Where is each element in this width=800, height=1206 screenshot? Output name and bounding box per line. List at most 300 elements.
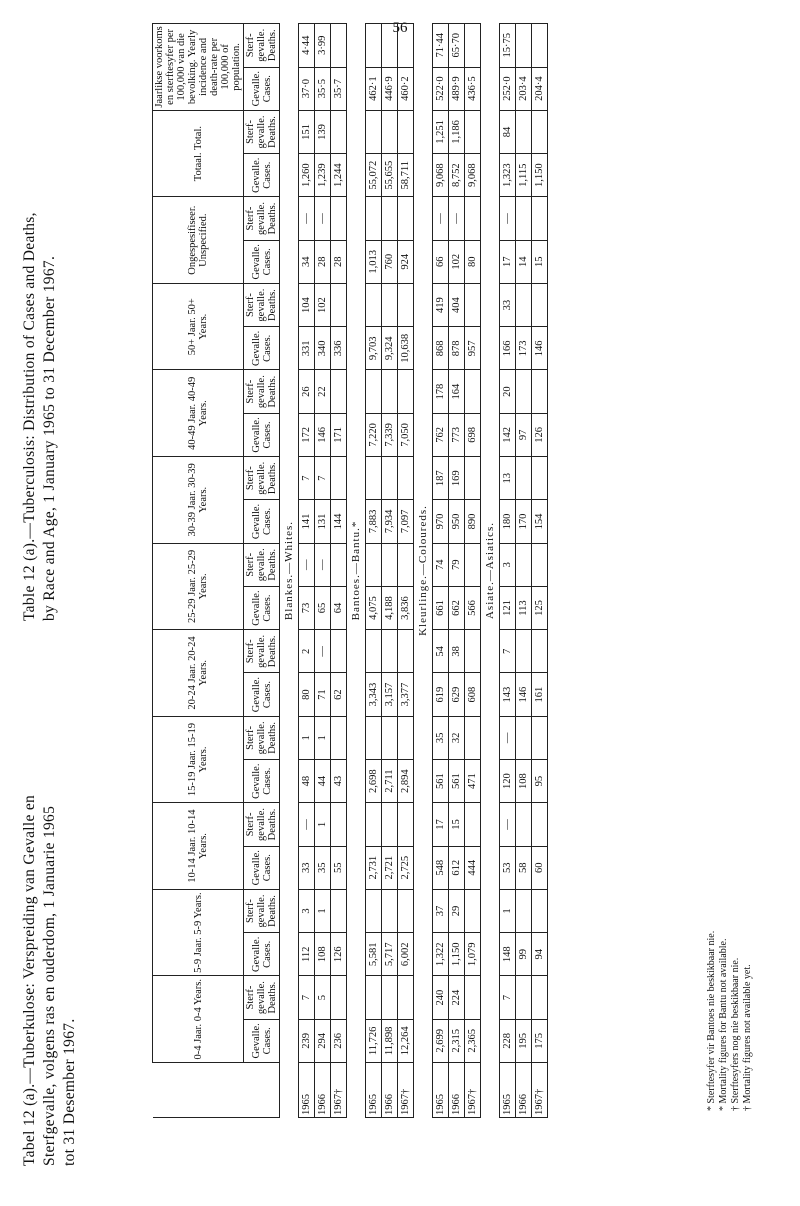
cases-cell: 760: [382, 240, 398, 283]
cases-cell: 65: [315, 586, 331, 629]
deaths-cell: [532, 370, 548, 413]
deaths-cell: [398, 197, 414, 240]
deaths-cell: 3: [500, 543, 516, 586]
cases-cell: 9,068: [465, 154, 481, 197]
deaths-cell: 404: [449, 283, 465, 326]
age-header: 50+ Jaar. 50+ Years.: [153, 283, 244, 370]
cases-cell: 471: [465, 760, 481, 803]
deaths-header: Sterf-gevalle. Deaths.: [244, 24, 280, 68]
deaths-cell: 22: [315, 370, 331, 413]
deaths-cell: [516, 457, 532, 500]
cases-cell: 161: [532, 673, 548, 716]
cases-cell: 698: [465, 413, 481, 456]
page-number: 56: [392, 20, 408, 36]
cases-cell: 66: [433, 240, 449, 283]
deaths-cell: 7: [500, 630, 516, 673]
cases-cell: 3,836: [398, 586, 414, 629]
deaths-cell: [382, 370, 398, 413]
deaths-cell: [382, 803, 398, 846]
cases-cell: 5,717: [382, 933, 398, 976]
deaths-cell: —: [299, 803, 315, 846]
deaths-cell: [516, 24, 532, 68]
cases-cell: 28: [331, 240, 347, 283]
cases-cell: 868: [433, 327, 449, 370]
cases-cell: 11,726: [366, 1019, 382, 1062]
deaths-cell: [331, 283, 347, 326]
section-title: Bantoes.—Bantu.*: [347, 24, 366, 1118]
cases-cell: 55,072: [366, 154, 382, 197]
deaths-header: Sterf-gevalle. Deaths.: [244, 370, 280, 413]
deaths-cell: [516, 716, 532, 759]
deaths-cell: 224: [449, 976, 465, 1019]
cases-cell: 7,097: [398, 500, 414, 543]
deaths-cell: [532, 283, 548, 326]
table-row: [449, 24, 465, 1118]
deaths-cell: [331, 197, 347, 240]
deaths-header: Sterf-gevalle. Deaths.: [244, 889, 280, 932]
deaths-cell: [331, 370, 347, 413]
deaths-cell: [366, 889, 382, 932]
cases-cell: 2,711: [382, 760, 398, 803]
cases-cell: 146: [516, 673, 532, 716]
deaths-cell: 419: [433, 283, 449, 326]
deaths-cell: 4·44: [299, 24, 315, 68]
year-cell: 1965: [433, 1063, 449, 1118]
table-row: [299, 24, 315, 1118]
deaths-cell: [465, 630, 481, 673]
deaths-cell: 2: [299, 630, 315, 673]
cases-cell: 1,239: [315, 154, 331, 197]
deaths-cell: [465, 370, 481, 413]
cases-cell: 1,150: [449, 933, 465, 976]
cases-cell: 773: [449, 413, 465, 456]
cases-cell: 7,934: [382, 500, 398, 543]
cases-header: Gevalle. Cases.: [244, 673, 280, 716]
cases-cell: 166: [500, 327, 516, 370]
cases-header: Gevalle. Cases.: [244, 154, 280, 197]
cases-cell: 608: [465, 673, 481, 716]
deaths-cell: [465, 716, 481, 759]
deaths-cell: 5: [315, 976, 331, 1019]
age-header: 5-9 Jaar. 5-9 Years.: [153, 889, 244, 976]
cases-cell: 9,068: [433, 154, 449, 197]
cases-cell: 6,002: [398, 933, 414, 976]
cases-cell: 58,711: [398, 154, 414, 197]
deaths-header: Sterf-gevalle. Deaths.: [244, 716, 280, 759]
deaths-cell: 151: [299, 110, 315, 153]
cases-cell: 126: [532, 413, 548, 456]
deaths-cell: [366, 370, 382, 413]
cases-cell: 446·9: [382, 67, 398, 110]
deaths-cell: —: [315, 630, 331, 673]
cases-cell: 890: [465, 500, 481, 543]
cases-cell: 97: [516, 413, 532, 456]
age-header: 30-39 Jaar. 30-39 Years.: [153, 457, 244, 544]
cases-cell: 141: [299, 500, 315, 543]
cases-cell: 99: [516, 933, 532, 976]
cases-cell: 175: [532, 1019, 548, 1062]
deaths-cell: 17: [433, 803, 449, 846]
cases-cell: 1,260: [299, 154, 315, 197]
deaths-cell: [465, 457, 481, 500]
tuberculosis-table: [152, 23, 548, 1118]
cases-header: Gevalle. Cases.: [244, 1019, 280, 1062]
cases-header: Gevalle. Cases.: [244, 500, 280, 543]
section-title: Asiate.—Asiatics.: [481, 24, 500, 1118]
deaths-cell: [532, 110, 548, 153]
cases-cell: 112: [299, 933, 315, 976]
cases-cell: 170: [516, 500, 532, 543]
cases-cell: 489·9: [449, 67, 465, 110]
deaths-cell: [366, 197, 382, 240]
deaths-cell: [532, 803, 548, 846]
cases-cell: 1,322: [433, 933, 449, 976]
deaths-cell: [465, 197, 481, 240]
cases-cell: 4,075: [366, 586, 382, 629]
rate-header: Jaarlikse voorkoms en sterftesyfer per 100,000 van die bevolking. Yearly incidence and death-rate per 100,000 of population.: [153, 24, 244, 111]
deaths-cell: 7: [299, 457, 315, 500]
cases-cell: 331: [299, 327, 315, 370]
deaths-cell: 139: [315, 110, 331, 153]
footnotes: [706, 931, 754, 1111]
deaths-cell: [398, 803, 414, 846]
cases-cell: 102: [449, 240, 465, 283]
cases-cell: 28: [315, 240, 331, 283]
cases-cell: 3,157: [382, 673, 398, 716]
deaths-cell: —: [500, 197, 516, 240]
deaths-cell: —: [315, 197, 331, 240]
cases-cell: 950: [449, 500, 465, 543]
age-header: 40-49 Jaar. 40-49 Years.: [153, 370, 244, 457]
deaths-header: Sterf-gevalle. Deaths.: [244, 110, 280, 153]
cases-cell: 146: [315, 413, 331, 456]
cases-cell: 2,731: [366, 846, 382, 889]
cases-cell: 2,699: [433, 1019, 449, 1062]
cases-cell: 17: [500, 240, 516, 283]
deaths-cell: 178: [433, 370, 449, 413]
cases-cell: 55: [331, 846, 347, 889]
year-cell: 1966: [516, 1063, 532, 1118]
deaths-cell: 15·75: [500, 24, 516, 68]
cases-cell: 34: [299, 240, 315, 283]
cases-cell: 9,324: [382, 327, 398, 370]
deaths-cell: [331, 803, 347, 846]
cases-cell: 561: [433, 760, 449, 803]
cases-cell: 10,638: [398, 327, 414, 370]
section-row: [347, 24, 366, 1118]
age-header: 0-4 Jaar. 0-4 Years.: [153, 976, 244, 1063]
deaths-cell: 71·44: [433, 24, 449, 68]
cases-cell: 180: [500, 500, 516, 543]
deaths-cell: [532, 630, 548, 673]
deaths-cell: [366, 457, 382, 500]
cases-cell: 12,264: [398, 1019, 414, 1062]
deaths-cell: 84: [500, 110, 516, 153]
cases-cell: 35·5: [315, 67, 331, 110]
deaths-cell: 32: [449, 716, 465, 759]
cases-cell: 94: [532, 933, 548, 976]
cases-cell: 2,725: [398, 846, 414, 889]
cases-cell: 561: [449, 760, 465, 803]
header-sub-row: [244, 24, 280, 1118]
deaths-cell: 1,251: [433, 110, 449, 153]
year-cell: 1966: [315, 1063, 331, 1118]
cases-cell: 340: [315, 327, 331, 370]
deaths-cell: [398, 283, 414, 326]
cases-cell: 462·1: [366, 67, 382, 110]
deaths-cell: [382, 630, 398, 673]
cases-cell: 108: [516, 760, 532, 803]
deaths-cell: —: [500, 716, 516, 759]
deaths-cell: [516, 543, 532, 586]
deaths-cell: [398, 976, 414, 1019]
cases-cell: 64: [331, 586, 347, 629]
year-cell: 1967†: [465, 1063, 481, 1118]
cases-header: Gevalle. Cases.: [244, 240, 280, 283]
table-row: [532, 24, 548, 1118]
age-header: 20-24 Jaar. 20-24 Years.: [153, 630, 244, 717]
deaths-cell: 7: [299, 976, 315, 1019]
cases-cell: 228: [500, 1019, 516, 1062]
deaths-cell: [366, 716, 382, 759]
deaths-cell: 7: [315, 457, 331, 500]
deaths-cell: 54: [433, 630, 449, 673]
deaths-cell: 3·99: [315, 24, 331, 68]
cases-cell: 2,698: [366, 760, 382, 803]
deaths-cell: —: [299, 543, 315, 586]
deaths-cell: [331, 24, 347, 68]
year-cell: 1966: [449, 1063, 465, 1118]
cases-cell: 80: [465, 240, 481, 283]
cases-cell: 436·5: [465, 67, 481, 110]
cases-cell: 629: [449, 673, 465, 716]
cases-cell: 172: [299, 413, 315, 456]
year-cell: 1965: [299, 1063, 315, 1118]
deaths-cell: [366, 283, 382, 326]
cases-cell: 294: [315, 1019, 331, 1062]
deaths-cell: 1,186: [449, 110, 465, 153]
cases-cell: 121: [500, 586, 516, 629]
deaths-cell: [331, 110, 347, 153]
deaths-cell: [465, 543, 481, 586]
title-af-line: Sterfgevalle, volgens ras en ouderdom, 1 Januarie 1965: [41, 805, 58, 1166]
cases-cell: 53: [500, 846, 516, 889]
deaths-cell: [516, 197, 532, 240]
year-cell: 1967†: [331, 1063, 347, 1118]
section-title: Kleurlinge.—Coloureds.: [414, 24, 433, 1118]
cases-cell: 95: [532, 760, 548, 803]
title-en-line: by Race and Age, 1 January 1965 to 31 December 1967.: [41, 255, 58, 621]
deaths-cell: [398, 889, 414, 932]
deaths-cell: [516, 803, 532, 846]
deaths-cell: 3: [299, 889, 315, 932]
deaths-cell: [465, 110, 481, 153]
deaths-cell: [382, 716, 398, 759]
deaths-cell: [366, 976, 382, 1019]
cases-cell: 2,721: [382, 846, 398, 889]
cases-cell: 131: [315, 500, 331, 543]
deaths-cell: [382, 889, 398, 932]
deaths-cell: [382, 110, 398, 153]
deaths-cell: —: [433, 197, 449, 240]
cases-cell: 3,377: [398, 673, 414, 716]
deaths-cell: [366, 630, 382, 673]
deaths-cell: 37: [433, 889, 449, 932]
deaths-cell: [532, 976, 548, 1019]
cases-cell: 762: [433, 413, 449, 456]
deaths-cell: [532, 197, 548, 240]
deaths-cell: 104: [299, 283, 315, 326]
section-title: Blankes.—Whites.: [280, 24, 299, 1118]
cases-cell: 336: [331, 327, 347, 370]
cases-cell: 548: [433, 846, 449, 889]
deaths-cell: [398, 457, 414, 500]
deaths-cell: [465, 976, 481, 1019]
deaths-cell: [398, 110, 414, 153]
deaths-header: Sterf-gevalle. Deaths.: [244, 543, 280, 586]
deaths-cell: —: [449, 197, 465, 240]
cases-cell: 970: [433, 500, 449, 543]
section-row: [280, 24, 299, 1118]
cases-cell: 71: [315, 673, 331, 716]
cases-cell: 14: [516, 240, 532, 283]
deaths-cell: 38: [449, 630, 465, 673]
cases-header: Gevalle. Cases.: [244, 933, 280, 976]
deaths-cell: 187: [433, 457, 449, 500]
table-row: [315, 24, 331, 1118]
deaths-cell: [398, 630, 414, 673]
cases-cell: 15: [532, 240, 548, 283]
deaths-cell: 26: [299, 370, 315, 413]
deaths-cell: [398, 24, 414, 68]
deaths-cell: [465, 889, 481, 932]
cases-cell: 80: [299, 673, 315, 716]
cases-cell: 35·7: [331, 67, 347, 110]
cases-cell: 924: [398, 240, 414, 283]
cases-cell: 125: [532, 586, 548, 629]
cases-cell: 120: [500, 760, 516, 803]
deaths-cell: [366, 803, 382, 846]
cases-header: Gevalle. Cases.: [244, 413, 280, 456]
cases-cell: 1,013: [366, 240, 382, 283]
deaths-cell: [516, 976, 532, 1019]
year-cell: 1967†: [398, 1063, 414, 1118]
section-row: [481, 24, 500, 1118]
deaths-cell: —: [500, 803, 516, 846]
cases-cell: 58: [516, 846, 532, 889]
cases-cell: 154: [532, 500, 548, 543]
table-row: [465, 24, 481, 1118]
footnote: * Mortality figures for Bantu not available.: [718, 938, 729, 1111]
cases-cell: 460·2: [398, 67, 414, 110]
cases-cell: 73: [299, 586, 315, 629]
deaths-cell: 15: [449, 803, 465, 846]
deaths-cell: 20: [500, 370, 516, 413]
deaths-cell: [382, 197, 398, 240]
footnote: * Sterftesyfer vir Bantoes nie beskikbaar nie.: [706, 930, 717, 1111]
deaths-header: Sterf-gevalle. Deaths.: [244, 197, 280, 240]
title-af-line: tot 31 Desember 1967.: [61, 1018, 78, 1166]
deaths-header: Sterf-gevalle. Deaths.: [244, 457, 280, 500]
deaths-cell: [516, 630, 532, 673]
deaths-cell: [382, 24, 398, 68]
cases-cell: 1,244: [331, 154, 347, 197]
cases-cell: 195: [516, 1019, 532, 1062]
cases-cell: 43: [331, 760, 347, 803]
cases-cell: 7,050: [398, 413, 414, 456]
cases-cell: 143: [500, 673, 516, 716]
deaths-cell: 1: [299, 716, 315, 759]
cases-cell: 148: [500, 933, 516, 976]
cases-cell: 173: [516, 327, 532, 370]
deaths-cell: 169: [449, 457, 465, 500]
title-english: [20, 26, 60, 1166]
cases-cell: 171: [331, 413, 347, 456]
cases-header: Gevalle. Cases.: [244, 67, 280, 110]
cases-cell: 48: [299, 760, 315, 803]
deaths-cell: —: [315, 543, 331, 586]
cases-cell: 7,339: [382, 413, 398, 456]
year-cell: 1965: [500, 1063, 516, 1118]
cases-cell: 661: [433, 586, 449, 629]
cases-cell: 566: [465, 586, 481, 629]
deaths-cell: 33: [500, 283, 516, 326]
deaths-cell: [382, 457, 398, 500]
cases-cell: 1,150: [532, 154, 548, 197]
cases-cell: 35: [315, 846, 331, 889]
deaths-cell: 74: [433, 543, 449, 586]
cases-cell: 236: [331, 1019, 347, 1062]
deaths-cell: [532, 716, 548, 759]
deaths-cell: [465, 803, 481, 846]
deaths-header: Sterf-gevalle. Deaths.: [244, 803, 280, 846]
year-header: [153, 1063, 280, 1118]
deaths-cell: [382, 976, 398, 1019]
table-row: [382, 24, 398, 1118]
cases-cell: 252·0: [500, 67, 516, 110]
deaths-cell: —: [299, 197, 315, 240]
cases-cell: 44: [315, 760, 331, 803]
deaths-cell: [516, 283, 532, 326]
deaths-cell: 1: [315, 889, 331, 932]
deaths-cell: [532, 457, 548, 500]
cases-cell: 33: [299, 846, 315, 889]
deaths-cell: [516, 889, 532, 932]
deaths-cell: 35: [433, 716, 449, 759]
cases-cell: 11,898: [382, 1019, 398, 1062]
cases-cell: 62: [331, 673, 347, 716]
cases-cell: 957: [465, 327, 481, 370]
deaths-cell: [532, 543, 548, 586]
cases-cell: 1,115: [516, 154, 532, 197]
cases-cell: 126: [331, 933, 347, 976]
table-row: [366, 24, 382, 1118]
cases-cell: 7,883: [366, 500, 382, 543]
deaths-header: Sterf-gevalle. Deaths.: [244, 630, 280, 673]
deaths-cell: [532, 24, 548, 68]
cases-cell: 146: [532, 327, 548, 370]
table-body: [280, 24, 548, 1118]
deaths-cell: [465, 24, 481, 68]
cases-cell: 1,323: [500, 154, 516, 197]
cases-header: Gevalle. Cases.: [244, 327, 280, 370]
table-row: [500, 24, 516, 1118]
deaths-cell: 164: [449, 370, 465, 413]
cases-cell: 60: [532, 846, 548, 889]
cases-cell: 522·0: [433, 67, 449, 110]
year-cell: 1967†: [532, 1063, 548, 1118]
age-header: Ongespesifiseer. Unspecified.: [153, 197, 244, 284]
